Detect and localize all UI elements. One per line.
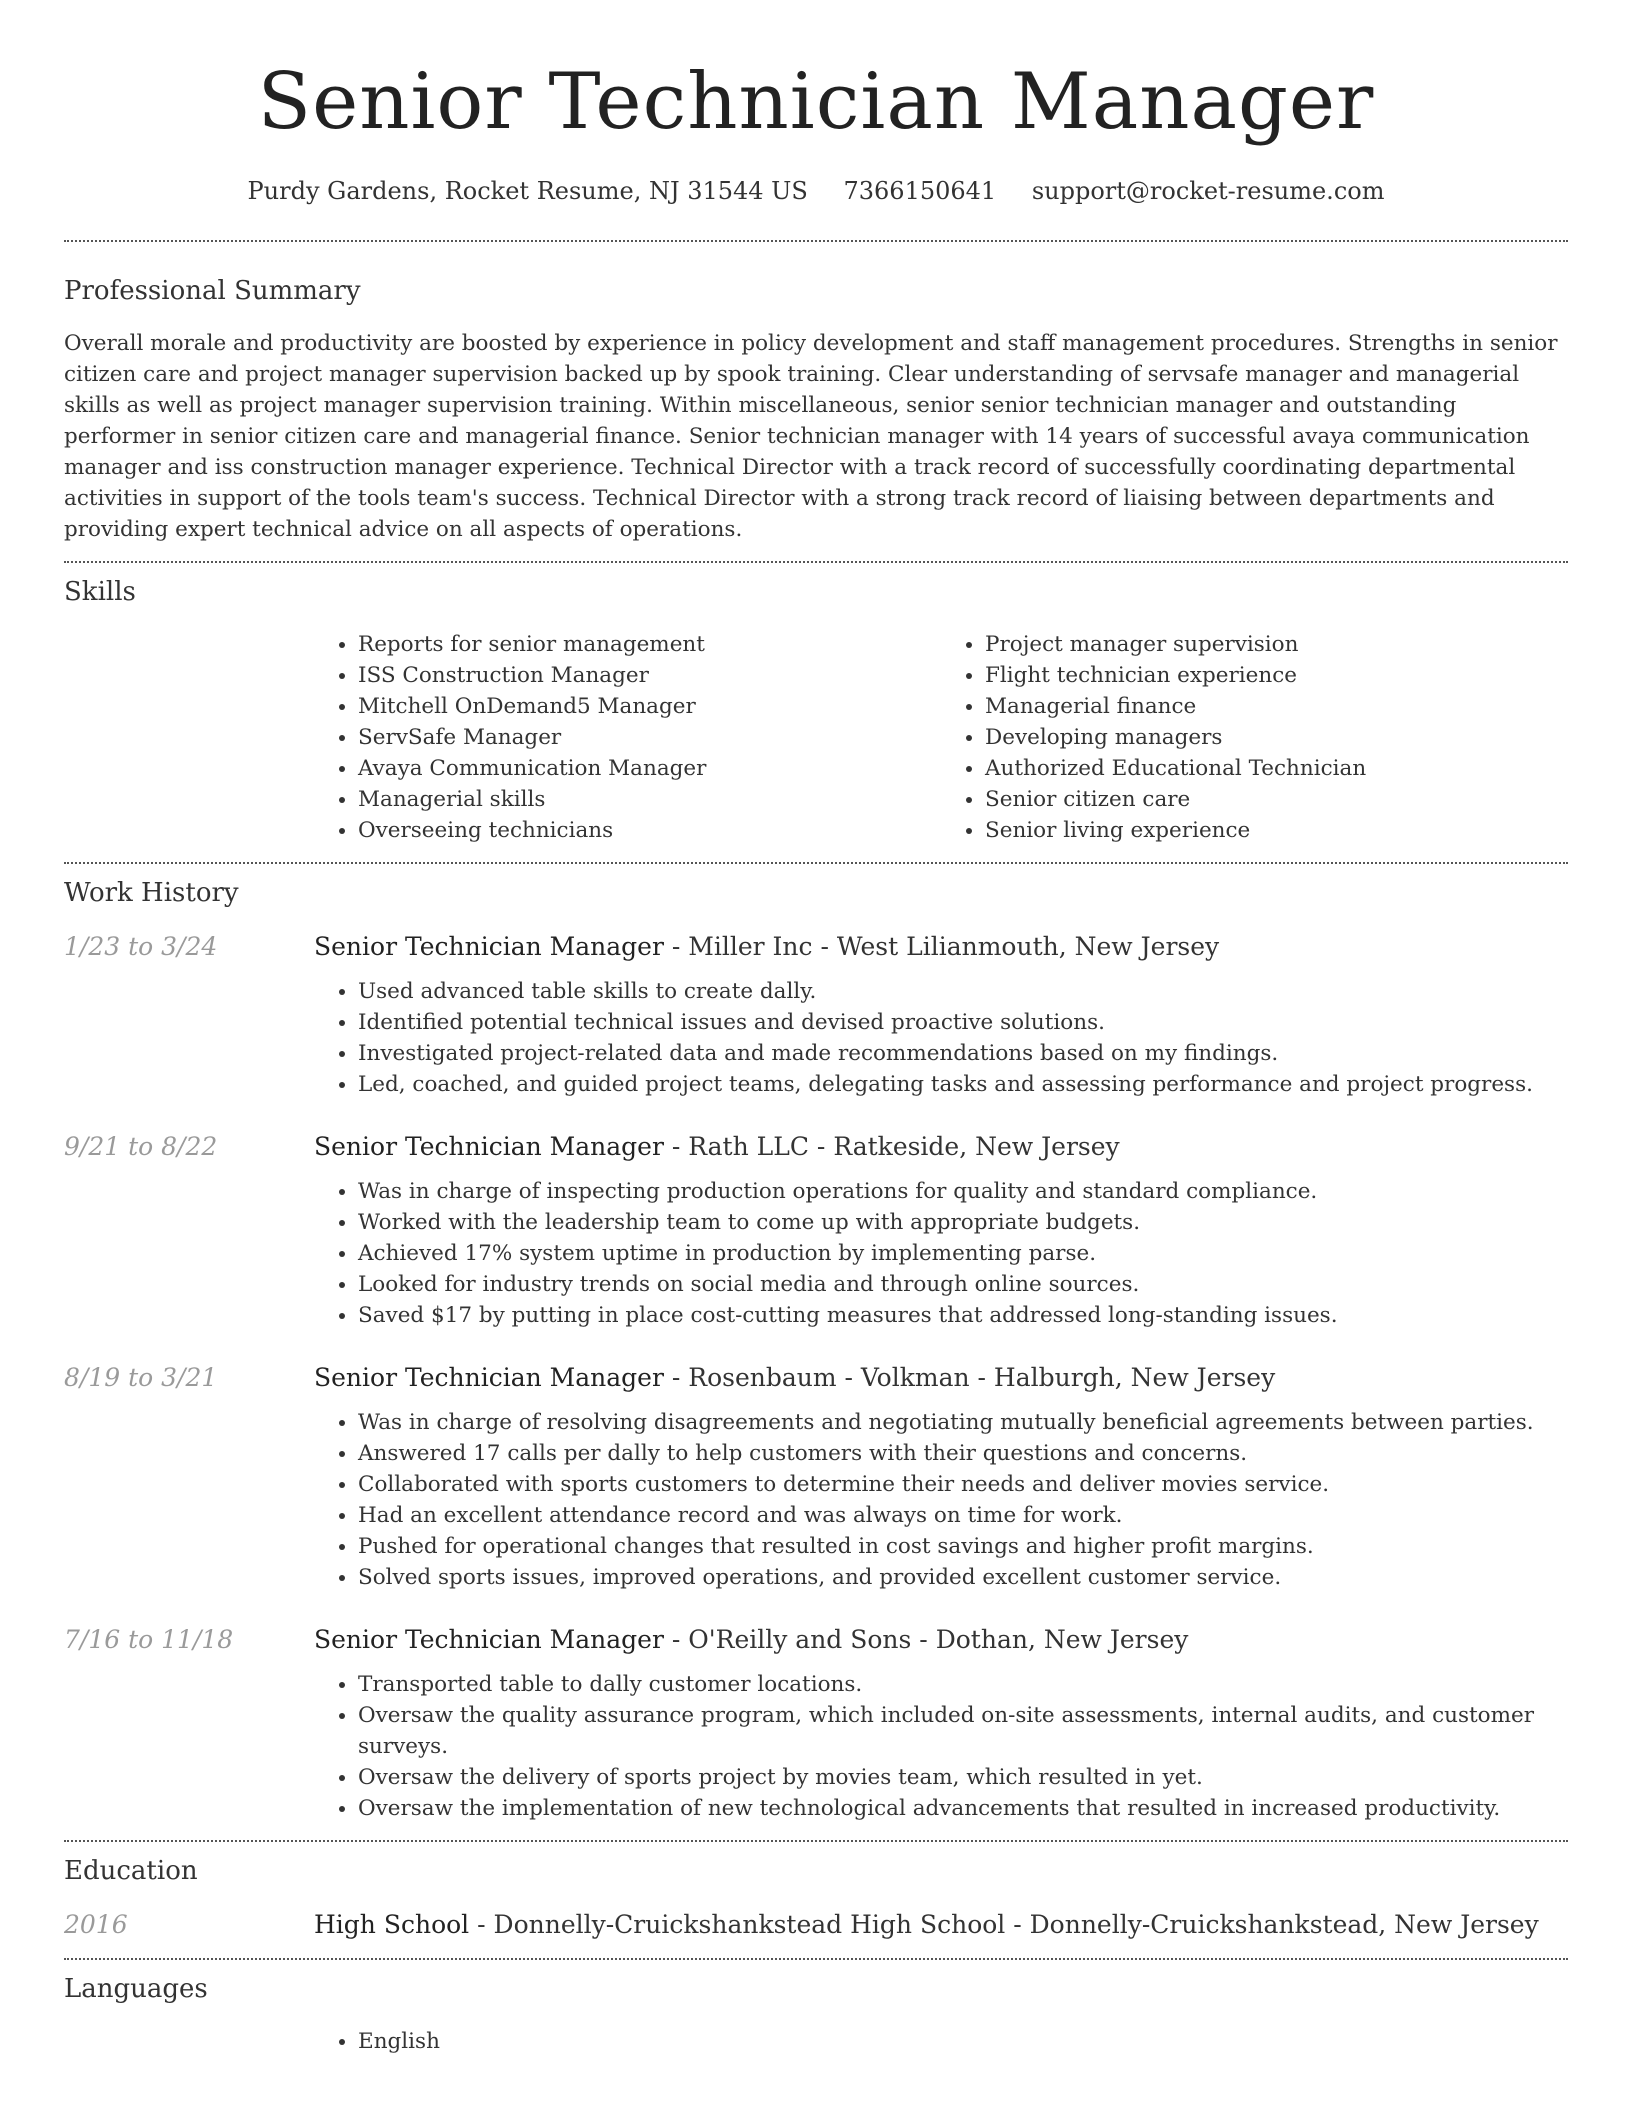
job-bullets	[314, 1669, 1568, 1824]
job-bullet: • Looked for industry trends on social media and through online sources.	[358, 1269, 1568, 1300]
education-entry	[64, 1908, 1568, 1942]
languages-section	[64, 1960, 1568, 2057]
education-main	[314, 1908, 1568, 1942]
job-bullet: • Led, coached, and guided project teams, delegating tasks and assessing performance and project progress.	[358, 1069, 1568, 1100]
job-heading	[314, 1361, 1568, 1395]
job-heading	[314, 930, 1568, 964]
skill-item: • Managerial skills	[358, 784, 941, 815]
job-date: 1/23 to 3/24	[64, 932, 218, 961]
skills-section	[64, 563, 1568, 846]
job-role: Senior Technician Manager	[314, 1625, 664, 1654]
education-title: Education	[64, 1856, 198, 1886]
education-section	[64, 1842, 1568, 1942]
job-bullets	[314, 976, 1568, 1100]
contact-address: Purdy Gardens, Rocket Resume, NJ 31544 US	[247, 177, 808, 205]
skill-item: • Authorized Educational Technician	[985, 753, 1568, 784]
skills-title: Skills	[64, 577, 136, 607]
job-bullet: • Identified potential technical issues and devised proactive solutions.	[358, 1007, 1568, 1038]
job-bullet: • Oversaw the implementation of new technological advancements that resulted in increased productivity.	[358, 1793, 1568, 1824]
summary-title: Professional Summary	[64, 276, 361, 306]
job-date: 9/21 to 8/22	[64, 1132, 218, 1161]
contact-email: support@rocket-resume.com	[1031, 177, 1385, 205]
job-role: Senior Technician Manager	[314, 1363, 664, 1392]
job-bullet: • Achieved 17% system uptime in production by implementing parse.	[358, 1238, 1568, 1269]
job-bullet: • Used advanced table skills to create dally.	[358, 976, 1568, 1007]
job-bullets	[314, 1407, 1568, 1593]
job-bullet: • Was in charge of resolving disagreements and negotiating mutually beneficial agreements between parties.	[358, 1407, 1568, 1438]
job-entry	[64, 1361, 1568, 1593]
job-entry	[64, 1623, 1568, 1824]
job-bullet: • Worked with the leadership team to come up with appropriate budgets.	[358, 1207, 1568, 1238]
education-heading	[314, 1908, 1568, 1942]
job-company: - Rath LLC - Ratkeside, New Jersey	[663, 1132, 1120, 1161]
job-company: - Rosenbaum - Volkman - Halburgh, New Jersey	[663, 1363, 1276, 1392]
skill-item: • Reports for senior management	[358, 629, 941, 660]
job-bullet: • Saved $17 by putting in place cost-cutting measures that addressed long-standing issues.	[358, 1300, 1568, 1331]
languages-title: Languages	[64, 1974, 208, 2004]
job-role: Senior Technician Manager	[314, 1132, 664, 1161]
skill-item: • Project manager supervision	[985, 629, 1568, 660]
job-heading	[314, 1623, 1568, 1657]
skill-item: • Avaya Communication Manager	[358, 753, 941, 784]
skills-list-right	[941, 629, 1568, 846]
skills-list-left	[314, 629, 941, 846]
job-heading	[314, 1130, 1568, 1164]
contact-phone: 7366150641	[843, 177, 997, 205]
skill-item: • Flight technician experience	[985, 660, 1568, 691]
job-bullet: • Investigated project-related data and made recommendations based on my findings.	[358, 1038, 1568, 1069]
job-bullets	[314, 1176, 1568, 1331]
resume-name: Senior Technician Manager	[257, 57, 1375, 147]
language-item: • English	[358, 2026, 1568, 2057]
skill-item: • Mitchell OnDemand5 Manager	[358, 691, 941, 722]
job-bullet: • Oversaw the delivery of sports project by movies team, which resulted in yet.	[358, 1762, 1568, 1793]
languages-list	[314, 2026, 1568, 2057]
work-title: Work History	[64, 878, 239, 908]
job-entry	[64, 930, 1568, 1100]
skill-item: • Managerial finance	[985, 691, 1568, 722]
skill-item: • Overseeing technicians	[358, 815, 941, 846]
skill-item: • ServSafe Manager	[358, 722, 941, 753]
job-bullet: • Collaborated with sports customers to determine their needs and deliver movies service.	[358, 1469, 1568, 1500]
education-degree: High School	[314, 1910, 470, 1939]
skills-grid	[314, 629, 1568, 846]
job-date: 8/19 to 3/21	[64, 1363, 218, 1392]
job-bullet: • Answered 17 calls per dally to help customers with their questions and concerns.	[358, 1438, 1568, 1469]
job-role: Senior Technician Manager	[314, 932, 664, 961]
job-company: - Miller Inc - West Lilianmouth, New Jersey	[663, 932, 1220, 961]
skill-item: • ISS Construction Manager	[358, 660, 941, 691]
education-school: - Donnelly-Cruickshankstead High School - Donnelly-Cruickshankstead, New Jersey	[469, 1910, 1539, 1939]
skill-item: • Senior citizen care	[985, 784, 1568, 815]
education-date: 2016	[64, 1910, 128, 1939]
job-bullet: • Transported table to dally customer locations.	[358, 1669, 1568, 1700]
job-main	[314, 1623, 1568, 1824]
job-company: - O'Reilly and Sons - Dothan, New Jersey	[663, 1625, 1189, 1654]
skill-item: • Developing managers	[985, 722, 1568, 753]
job-bullet: • Solved sports issues, improved operations, and provided excellent customer service.	[358, 1562, 1568, 1593]
job-main	[314, 930, 1568, 1100]
contact-line	[64, 174, 1568, 208]
job-date: 7/16 to 11/18	[64, 1625, 234, 1654]
job-main	[314, 1130, 1568, 1331]
job-bullet: • Pushed for operational changes that resulted in cost savings and higher profit margins.	[358, 1531, 1568, 1562]
skill-item: • Senior living experience	[985, 815, 1568, 846]
job-entry	[64, 1130, 1568, 1331]
summary-text: Overall morale and productivity are boosted by experience in policy development and staff management procedures. Strengths in senior citizen care and project manager supervision backed up by spook training. Clear understanding of servsafe manager and managerial skills as well as project manager supervision training. Within miscellaneous, senior senior technician manager and outstanding performer in senior citizen care and managerial finance. Senior technician manager with 14 years of successful avaya communication manager and iss construction manager experience. Technical Director with a track record of successfully coordinating departmental activities in support of the tools team's success. Technical Director with a strong track record of liaising between departments and providing expert technical advice on all aspects of operations.	[64, 331, 1558, 542]
job-main	[314, 1361, 1568, 1593]
job-bullet: • Had an excellent attendance record and was always on time for work.	[358, 1500, 1568, 1531]
summary-section	[64, 242, 1568, 545]
job-bullet: • Oversaw the quality assurance program, which included on-site assessments, internal audits, and customer surveys.	[358, 1700, 1568, 1762]
job-bullet: • Was in charge of inspecting production operations for quality and standard compliance.	[358, 1176, 1568, 1207]
work-section	[64, 864, 1568, 1824]
